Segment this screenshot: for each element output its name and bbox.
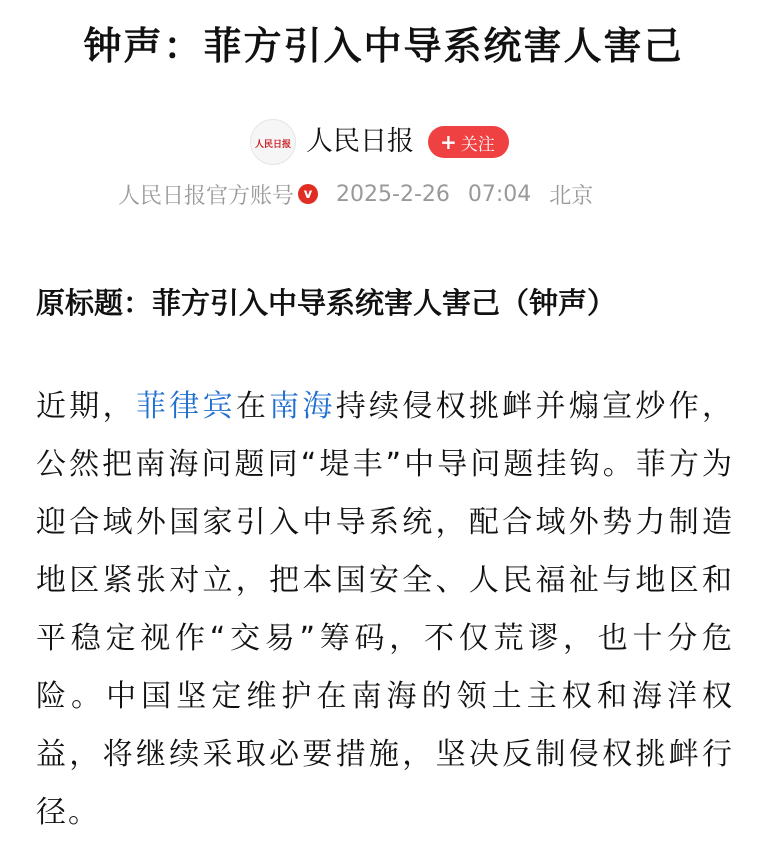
- article-body-paragraph: [36, 378, 734, 842]
- publisher-logo-icon: [253, 122, 293, 162]
- verified-badge-icon: v: [298, 184, 318, 204]
- article-meta: [118, 177, 593, 211]
- publisher-name[interactable]: 人民日报: [306, 126, 414, 157]
- body-text-segment: 持续侵权挑衅并煽宣炒作，公然把南海问题同“堤丰”中导问题挂钩。菲方为迎合域外国家引入中导系统，配合域外势力制造地区紧张对立，把本国安全、人民福祉与地区和平稳定视作“交易”筹码，不仅荒谬，也十分危险。中国坚定维护在南海的领土主权和海洋权益，将继续采取必要措施，坚决反制侵权挑衅行径。: [36, 389, 735, 830]
- publisher-logo-text: 人民日报: [254, 140, 292, 150]
- publish-time: 07:04: [467, 181, 532, 207]
- follow-button[interactable]: [428, 126, 509, 158]
- keyword-link-philippines[interactable]: 菲律宾: [135, 389, 236, 424]
- original-title: 原标题：菲方引入中导系统害人害己（钟声）: [36, 286, 617, 320]
- plus-icon: +: [440, 130, 457, 154]
- follow-label: 关注: [460, 134, 495, 155]
- publish-date: 2025-2-26: [336, 181, 450, 207]
- publisher-bar: [250, 118, 509, 166]
- publish-location: 北京: [549, 183, 594, 209]
- article-title: 钟声：菲方引入中导系统害人害己: [83, 24, 684, 68]
- keyword-link-south-china-sea[interactable]: 南海: [269, 389, 336, 424]
- body-text-segment: 近期，: [36, 389, 136, 424]
- publisher-avatar[interactable]: [250, 119, 296, 165]
- account-label: 人民日报官方账号: [118, 183, 295, 209]
- body-text-segment: 在: [235, 389, 270, 424]
